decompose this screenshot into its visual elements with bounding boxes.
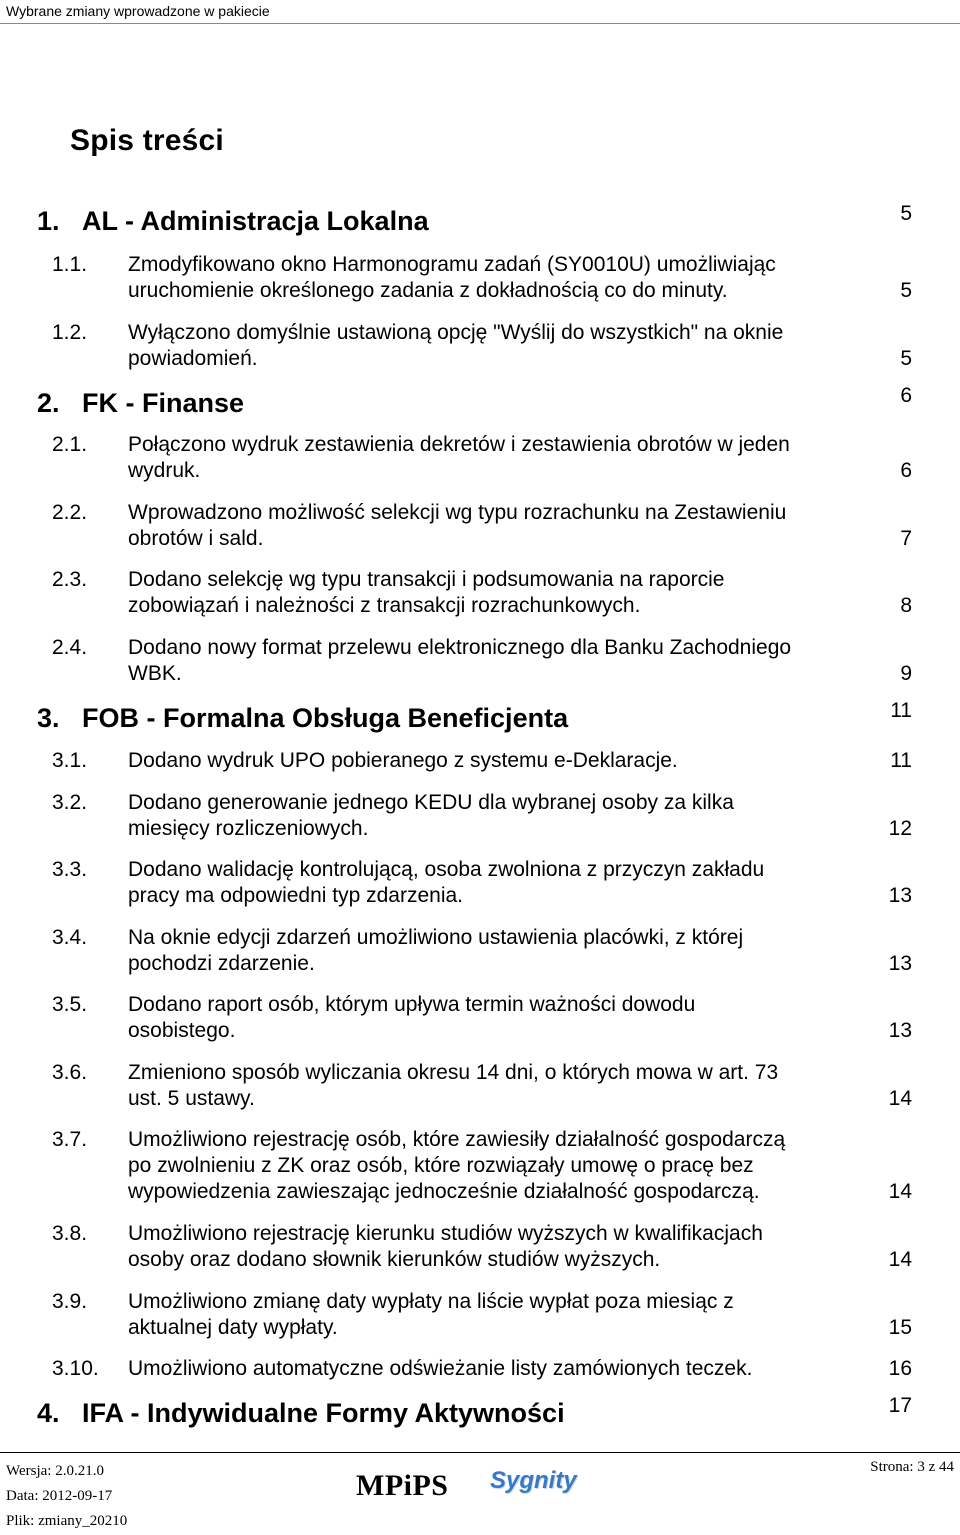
toc-entry-number: 1.1.	[52, 253, 88, 276]
toc-entry-number: 3.	[37, 703, 60, 733]
footer-file: Plik: zmiany_20210	[6, 1513, 128, 1529]
toc-entry-number: 3.5.	[52, 993, 88, 1016]
toc-entry-text: WBK.	[128, 662, 182, 685]
toc-entry-number: 3.6.	[52, 1061, 88, 1084]
toc-entry-number: 2.2.	[52, 501, 88, 524]
toc-entry-page: 13	[888, 884, 912, 907]
toc-entry-text: zobowiązań i należności z transakcji rozrachunkowych.	[128, 594, 641, 617]
toc-entry-text: obrotów i sald.	[128, 527, 264, 550]
document-header	[0, 0, 960, 24]
toc-entry-text: Umożliwiono zmianę daty wypłaty na liście wypłat poza miesiąc z	[128, 1290, 734, 1313]
toc-entry-page: 8	[900, 594, 912, 617]
toc-entry-page: 5	[900, 279, 912, 302]
toc-entry-text: miesięcy rozliczeniowych.	[128, 817, 369, 840]
toc-entry-text: powiadomień.	[128, 347, 258, 370]
toc-entry-page: 12	[888, 817, 912, 840]
footer-date: Data: 2012-09-17	[6, 1488, 113, 1504]
toc-entry-page: 6	[900, 459, 912, 482]
toc-entry-text: osoby oraz dodano słownik kierunków studiów wyższych.	[128, 1248, 661, 1271]
toc-entry-number: 3.7.	[52, 1128, 88, 1151]
toc-entry-number: 1.2.	[52, 321, 88, 344]
toc-entry-text: Dodano walidację kontrolującą, osoba zwolniona z przyczyn zakładu	[128, 858, 765, 881]
sygnity-logo: Sygnity	[490, 1467, 577, 1494]
toc-entry-text: Zmieniono sposób wyliczania okresu 14 dni, o których mowa w art. 73	[128, 1061, 779, 1084]
toc-entry-page: 5	[900, 202, 912, 225]
toc-entry-text: FK - Finanse	[82, 388, 245, 418]
toc-entry-text: Dodano selekcję wg typu transakcji i podsumowania na raporcie	[128, 568, 725, 591]
toc-entry-number: 3.9.	[52, 1290, 88, 1313]
footer-page-info: Strona: 3 z 44	[870, 1459, 954, 1475]
toc-entry-page: 5	[900, 347, 912, 370]
toc-entry-page: 15	[888, 1316, 912, 1339]
toc-entry-text: Zmodyfikowano okno Harmonogramu zadań (SY0010U) umożliwiając	[128, 253, 776, 276]
toc-entry-page: 11	[890, 699, 912, 722]
toc-entry-page: 16	[888, 1357, 912, 1380]
toc-entry-text: Dodano wydruk UPO pobieranego z systemu e-Deklaracje.	[128, 749, 678, 772]
toc-entry-page: 14	[888, 1180, 912, 1203]
toc-entry-page: 17	[888, 1394, 912, 1417]
toc-entry-number: 2.3.	[52, 568, 88, 591]
toc-entry-text: uruchomienie określonego zadania z dokładnością co do minuty.	[128, 279, 728, 302]
toc-entry-text: Połączono wydruk zestawienia dekretów i zestawienia obrotów w jeden	[128, 433, 790, 456]
header-title: Wybrane zmiany wprowadzone w pakiecie	[6, 3, 270, 19]
toc-entry-number: 3.4.	[52, 926, 88, 949]
toc-entry-text: Umożliwiono automatyczne odświeżanie listy zamówionych teczek.	[128, 1357, 753, 1380]
toc-entry-text: Dodano generowanie jednego KEDU dla wybranej osoby za kilka	[128, 791, 734, 814]
toc-entry-text: IFA - Indywidualne Formy Aktywności	[82, 1398, 565, 1428]
toc-entry-text: ust. 5 ustawy.	[128, 1087, 255, 1110]
toc-entry-text: Dodano raport osób, którym upływa termin ważności dowodu	[128, 993, 696, 1016]
toc-entry-text: Umożliwiono rejestrację kierunku studiów wyższych w kwalifikacjach	[128, 1222, 763, 1245]
toc-entry-text: AL - Administracja Lokalna	[82, 206, 429, 236]
toc-entry-text: wypowiedzenia zawieszając jednocześnie działalność gospodarczą.	[128, 1180, 760, 1203]
toc-entry-number: 3.1.	[52, 749, 88, 772]
toc-entry-text: Wprowadzono możliwość selekcji wg typu rozrachunku na Zestawieniu	[128, 501, 787, 524]
toc-entry-text: pracy ma odpowiedni typ zdarzenia.	[128, 884, 464, 907]
toc-entry-number: 2.	[37, 388, 60, 418]
toc-entry-text: aktualnej daty wypłaty.	[128, 1316, 338, 1339]
toc-entry-number: 3.3.	[52, 858, 88, 881]
toc-entry-text: Umożliwiono rejestrację osób, które zawiesiły działalność gospodarczą	[128, 1128, 786, 1151]
toc-entry-number: 3.10.	[52, 1357, 99, 1380]
toc-entry-number: 3.2.	[52, 791, 88, 814]
toc-entry-page: 9	[900, 662, 912, 685]
toc-entry-page: 6	[900, 384, 912, 407]
toc-entry-text: osobistego.	[128, 1019, 236, 1042]
toc-entry-number: 4.	[37, 1398, 60, 1428]
toc-entry-text: po zwolnieniu z ZK oraz osób, które rozwiązały umowę o pracę bez	[128, 1154, 754, 1177]
footer-version: Wersja: 2.0.21.0	[6, 1463, 104, 1479]
toc-entry-text: Wyłączono domyślnie ustawioną opcję "Wyślij do wszystkich" na oknie	[128, 321, 784, 344]
footer-meta	[6, 1459, 127, 1534]
toc-entry-page: 7	[900, 527, 912, 550]
toc-title: Spis treści	[70, 124, 224, 157]
toc-entry-text: Dodano nowy format przelewu elektronicznego dla Banku Zachodniego	[128, 636, 792, 659]
toc-entry-number: 2.4.	[52, 636, 88, 659]
toc-entry-number: 3.8.	[52, 1222, 88, 1245]
document-footer	[0, 1452, 960, 1535]
toc-entry-number: 1.	[37, 206, 60, 236]
toc-entry-text: wydruk.	[128, 459, 201, 482]
toc-entry-text: pochodzi zdarzenie.	[128, 952, 315, 975]
toc-entry-page: 14	[888, 1087, 912, 1110]
toc-entry-page: 13	[888, 952, 912, 975]
toc-entry-number: 2.1.	[52, 433, 88, 456]
toc-entry-page: 11	[890, 749, 912, 772]
mpips-logo: MPiPS	[356, 1469, 449, 1502]
toc-entry-text: FOB - Formalna Obsługa Beneficjenta	[82, 703, 569, 733]
toc-entry-page: 14	[888, 1248, 912, 1271]
toc-entry-text: Na oknie edycji zdarzeń umożliwiono ustawienia placówki, z której	[128, 926, 744, 949]
toc-entry-page: 13	[888, 1019, 912, 1042]
